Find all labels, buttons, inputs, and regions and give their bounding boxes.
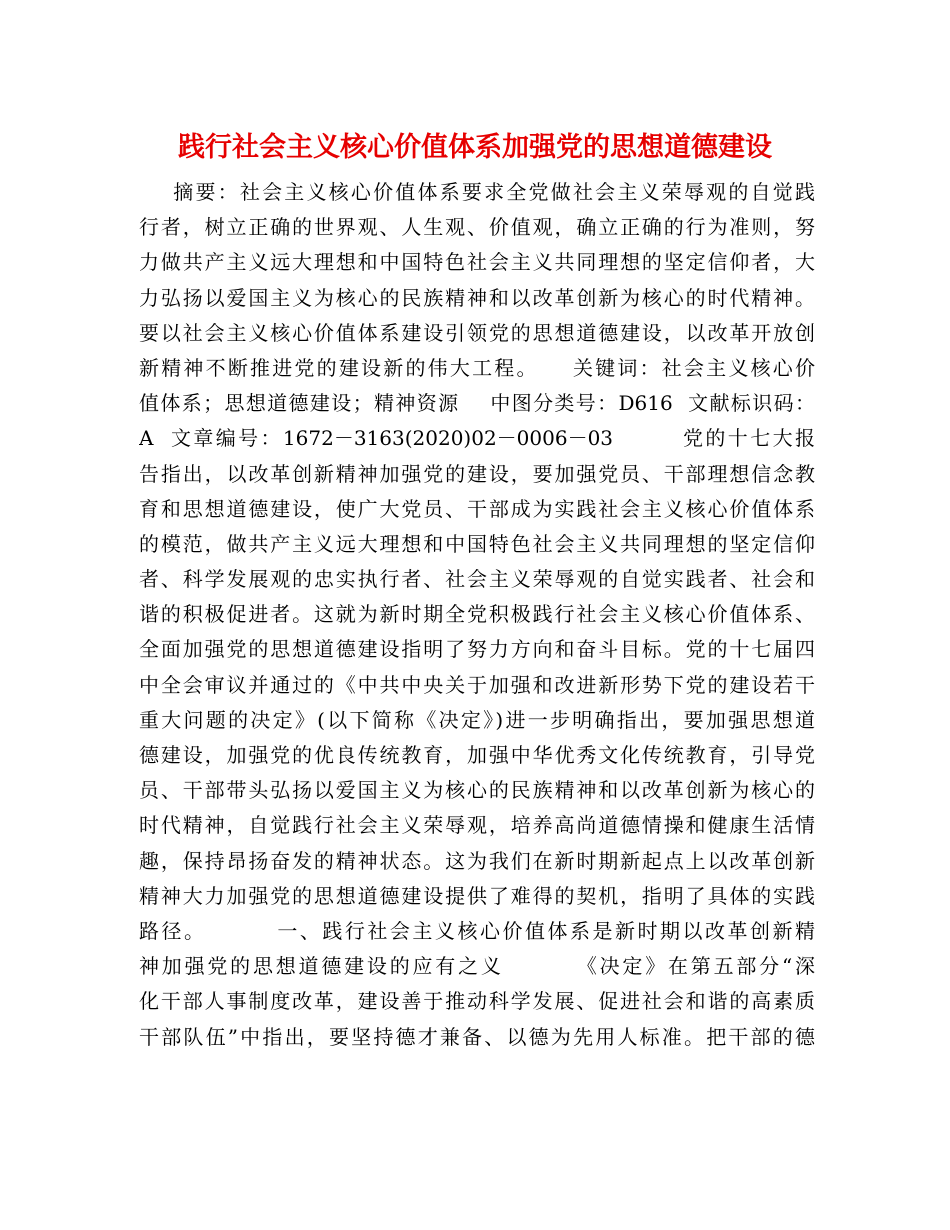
- body-line: 路径。 一、践行社会主义核心价值体系是新时期以改革创新精: [139, 918, 815, 943]
- body-line: 员、干部带头弘扬以爱国主义为核心的民族精神和以改革创新为核心的: [139, 778, 815, 803]
- body-line: 时代精神，自觉践行社会主义荣辱观，培养高尚道德情操和健康生活情: [139, 813, 815, 838]
- body-line: A 文章编号：1672－3163(2020)02－0006－03 党的十七大报: [139, 426, 815, 451]
- body-line: 重大问题的决定》(以下简称《决定》)进一步明确指出，要加强思想道: [139, 707, 815, 732]
- document-title: 践行社会主义核心价值体系加强党的思想道德建设: [178, 132, 772, 163]
- body-line: 摘要：社会主义核心价值体系要求全党做社会主义荣辱观的自觉践: [139, 180, 815, 204]
- body-line: 力弘扬以爱国主义为核心的民族精神和以改革创新为核心的时代精神。: [139, 285, 815, 310]
- body-line: 值体系；思想道德建设；精神资源 中图分类号：D616 文献标识码：: [139, 391, 815, 416]
- body-line: 趣，保持昂扬奋发的精神状态。这为我们在新时期新起点上以改革创新: [139, 848, 815, 873]
- body-line: 神加强党的思想道德建设的应有之义 《决定》在第五部分“深: [139, 954, 815, 979]
- body-line: 干部队伍”中指出，要坚持德才兼备、以德为先用人标准。把干部的德: [139, 1024, 815, 1049]
- body-line: 行者，树立正确的世界观、人生观、价值观，确立正确的行为准则，努: [139, 215, 815, 240]
- body-line: 育和思想道德建设，使广大党员、干部成为实践社会主义核心价值体系: [139, 496, 815, 521]
- body-line: 精神大力加强党的思想道德建设提供了难得的契机，指明了具体的实践: [139, 883, 815, 908]
- body-line: 的模范，做共产主义远大理想和中国特色社会主义共同理想的坚定信仰: [139, 531, 815, 556]
- body-line: 力做共产主义远大理想和中国特色社会主义共同理想的坚定信仰者，大: [139, 250, 815, 275]
- body-line: 告指出，以改革创新精神加强党的建设，要加强党员、干部理想信念教: [139, 461, 815, 486]
- body-line: 化干部人事制度改革，建设善于推动科学发展、促进社会和谐的高素质: [139, 989, 815, 1014]
- body-line: 者、科学发展观的忠实执行者、社会主义荣辱观的自觉实践者、社会和: [139, 567, 815, 592]
- document-body: [139, 175, 815, 1055]
- body-line: 全面加强党的思想道德建设指明了努力方向和奋斗目标。党的十七届四: [139, 637, 815, 662]
- body-line: 中全会审议并通过的《中共中央关于加强和改进新形势下党的建设若干: [139, 672, 815, 697]
- body-line: 新精神不断推进党的建设新的伟大工程。 关键词：社会主义核心价: [139, 355, 815, 380]
- body-line: 要以社会主义核心价值体系建设引领党的思想道德建设，以改革开放创: [139, 320, 815, 345]
- body-line: 德建设，加强党的优良传统教育，加强中华优秀文化传统教育，引导党: [139, 743, 815, 767]
- body-line: 谐的积极促进者。这就为新时期全党积极践行社会主义核心价值体系、: [139, 602, 815, 627]
